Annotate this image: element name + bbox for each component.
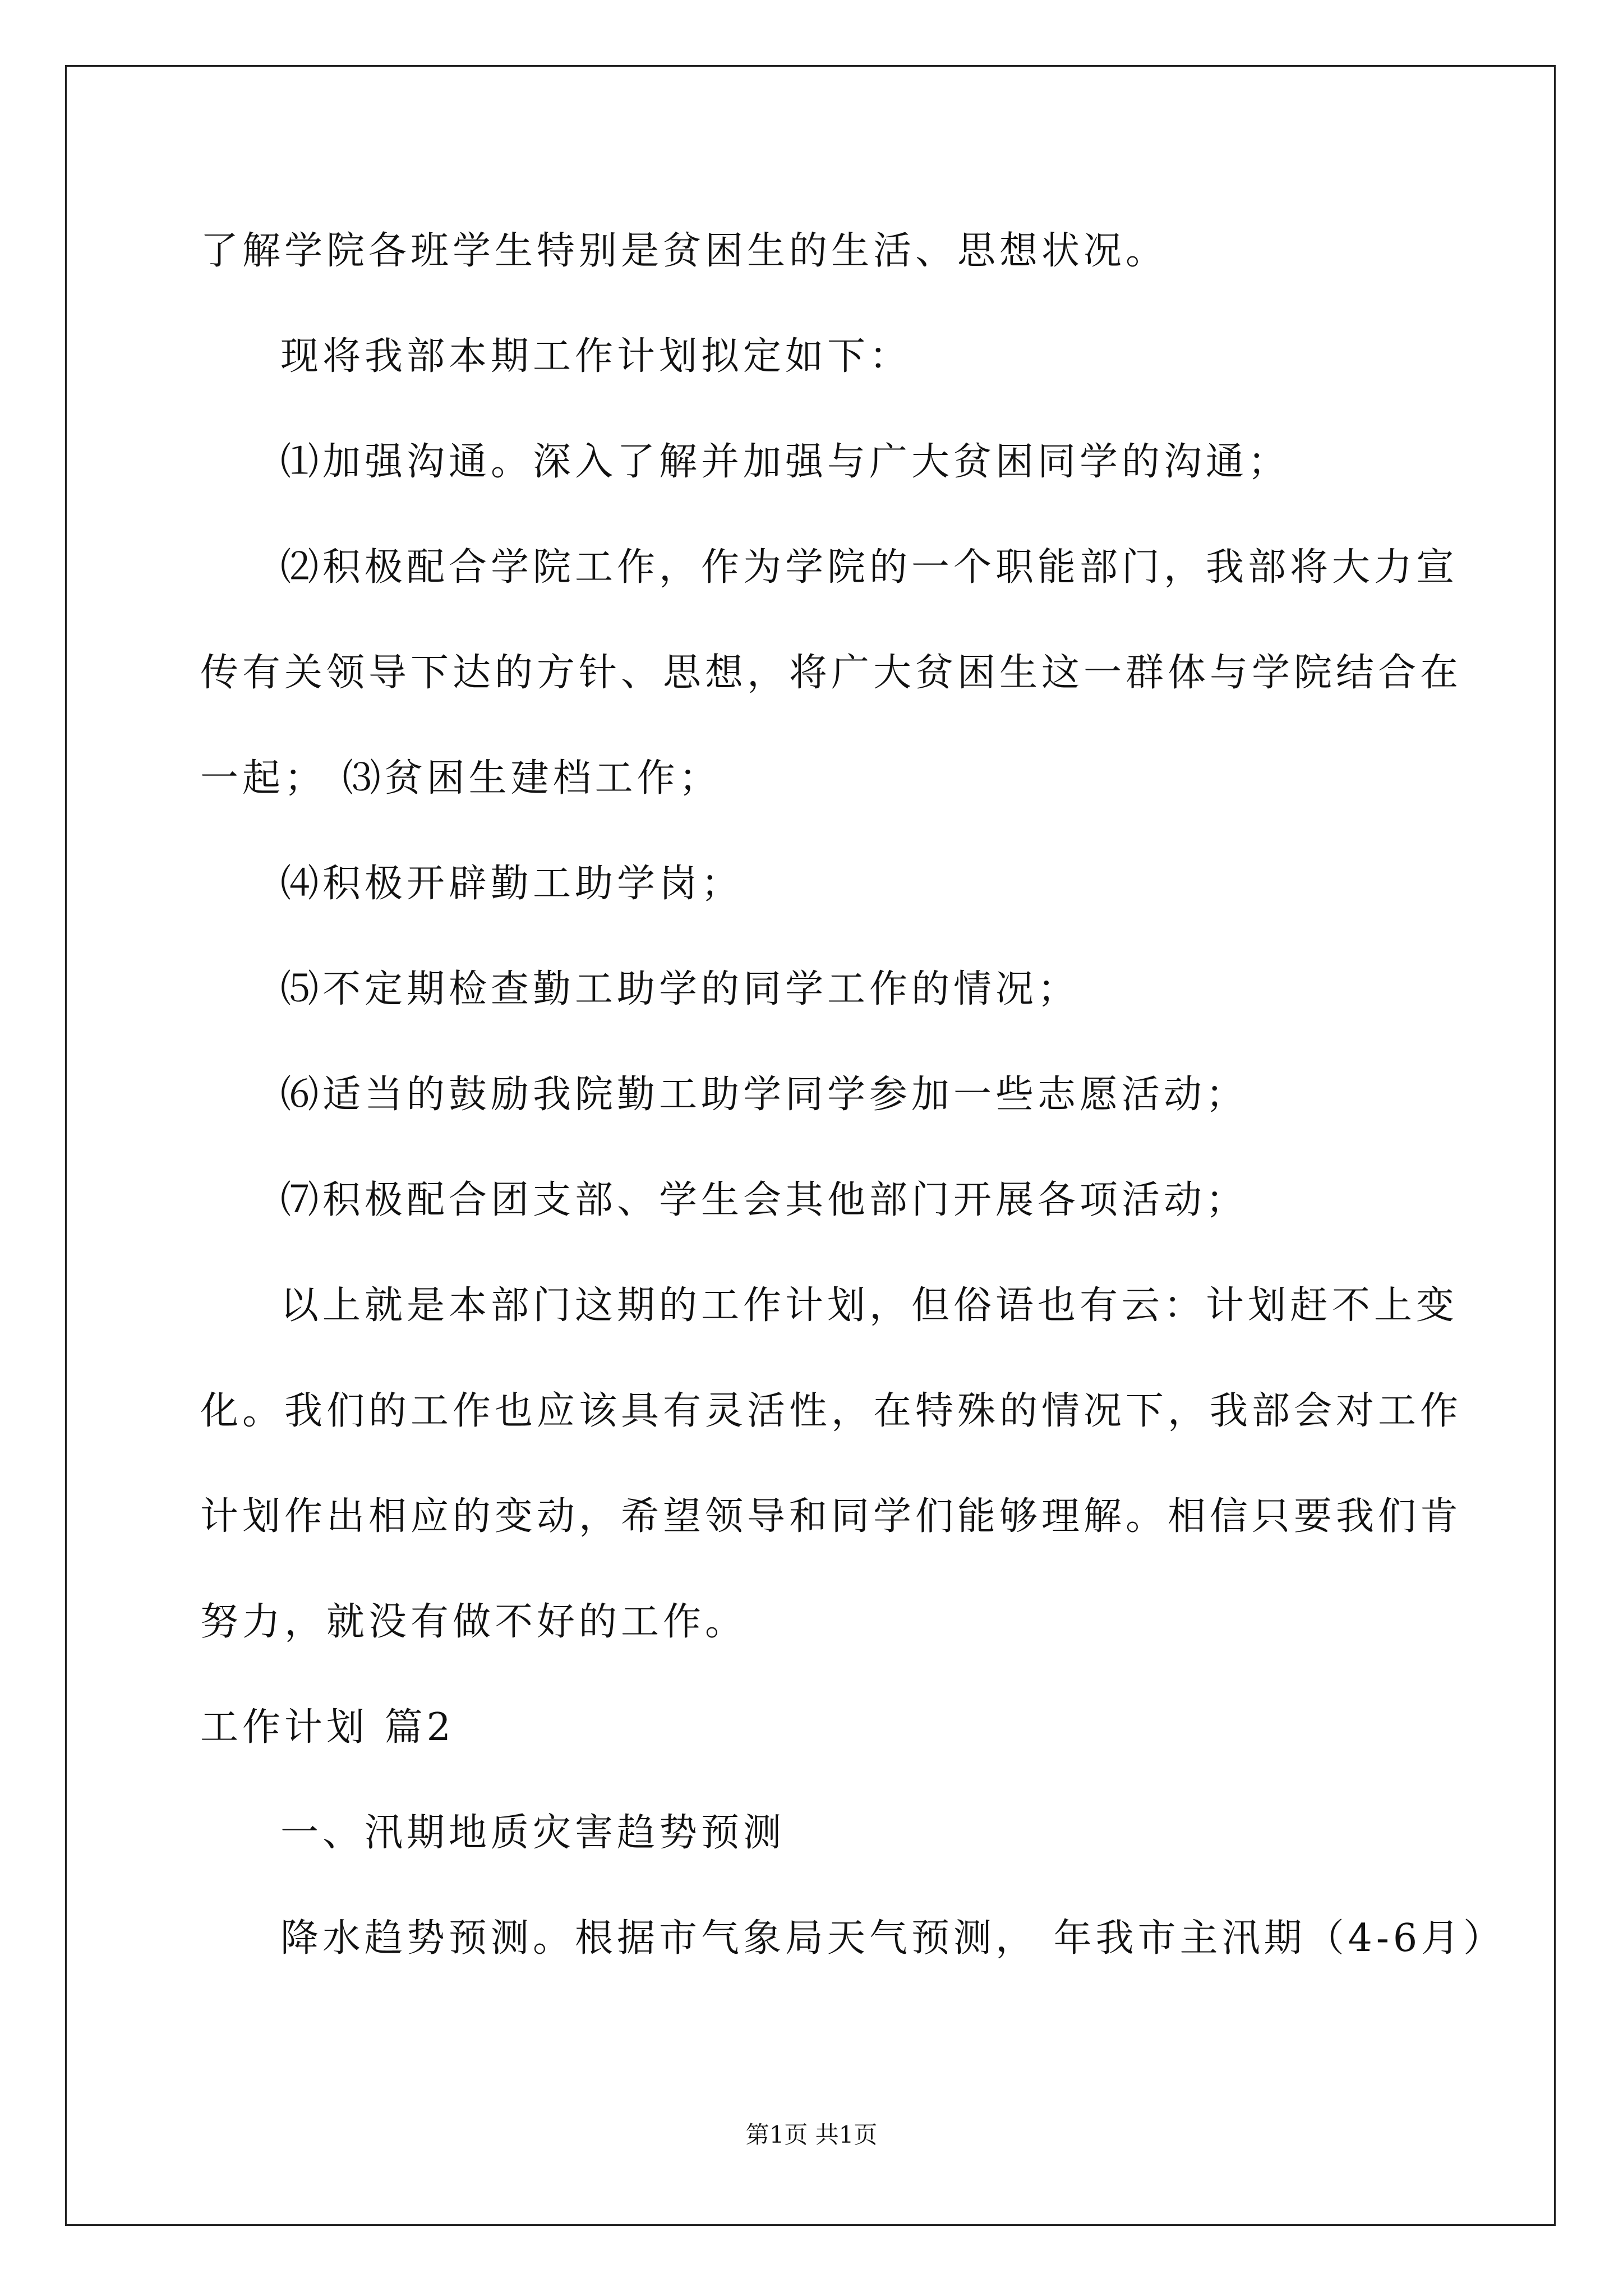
body-line: 计划作出相应的变动，希望领导和同学们能够理解。相信只要我们肯	[200, 1494, 1463, 1539]
section-heading: 工作计划 篇2	[200, 1705, 455, 1750]
body-line: 化。我们的工作也应该具有灵活性，在特殊的情况下，我部会对工作	[200, 1389, 1463, 1433]
body-line: 以上就是本部门这期的工作计划，但俗语也有云：计划赶不上变	[280, 1283, 1459, 1328]
subsection-heading: 一、汛期地质灾害趋势预测	[280, 1811, 786, 1855]
page-footer: 第1页 共1页	[745, 2121, 878, 2148]
page-border	[65, 65, 1556, 2226]
list-item: ⑷积极开辟勤工助学岗；	[280, 862, 744, 906]
list-item: ⑹适当的鼓励我院勤工助学同学参加一些志愿活动；	[280, 1073, 1248, 1117]
list-item: ⑸不定期检查勤工助学的同学工作的情况；	[280, 967, 1080, 1011]
list-item: ⑺积极配合团支部、学生会其他部门开展各项活动；	[280, 1178, 1248, 1222]
body-line: 降水趋势预测。根据市气象局天气预测， 年我市主汛期（4-6月）	[280, 1916, 1506, 1961]
body-line: 现将我部本期工作计划拟定如下：	[280, 334, 912, 379]
body-line: 一起； ⑶贫困生建档工作；	[200, 756, 721, 800]
list-item: ⑵积极配合学院工作，作为学院的一个职能部门，我部将大力宣	[280, 545, 1459, 590]
body-line: 努力，就没有做不好的工作。	[200, 1600, 748, 1644]
body-line: 了解学院各班学生特别是贫困生的生活、思想状况。	[200, 229, 1168, 273]
list-item: ⑴加强沟通。深入了解并加强与广大贫困同学的沟通；	[280, 440, 1290, 484]
body-line: 传有关领导下达的方针、思想，将广大贫困生这一群体与学院结合在	[200, 651, 1463, 695]
